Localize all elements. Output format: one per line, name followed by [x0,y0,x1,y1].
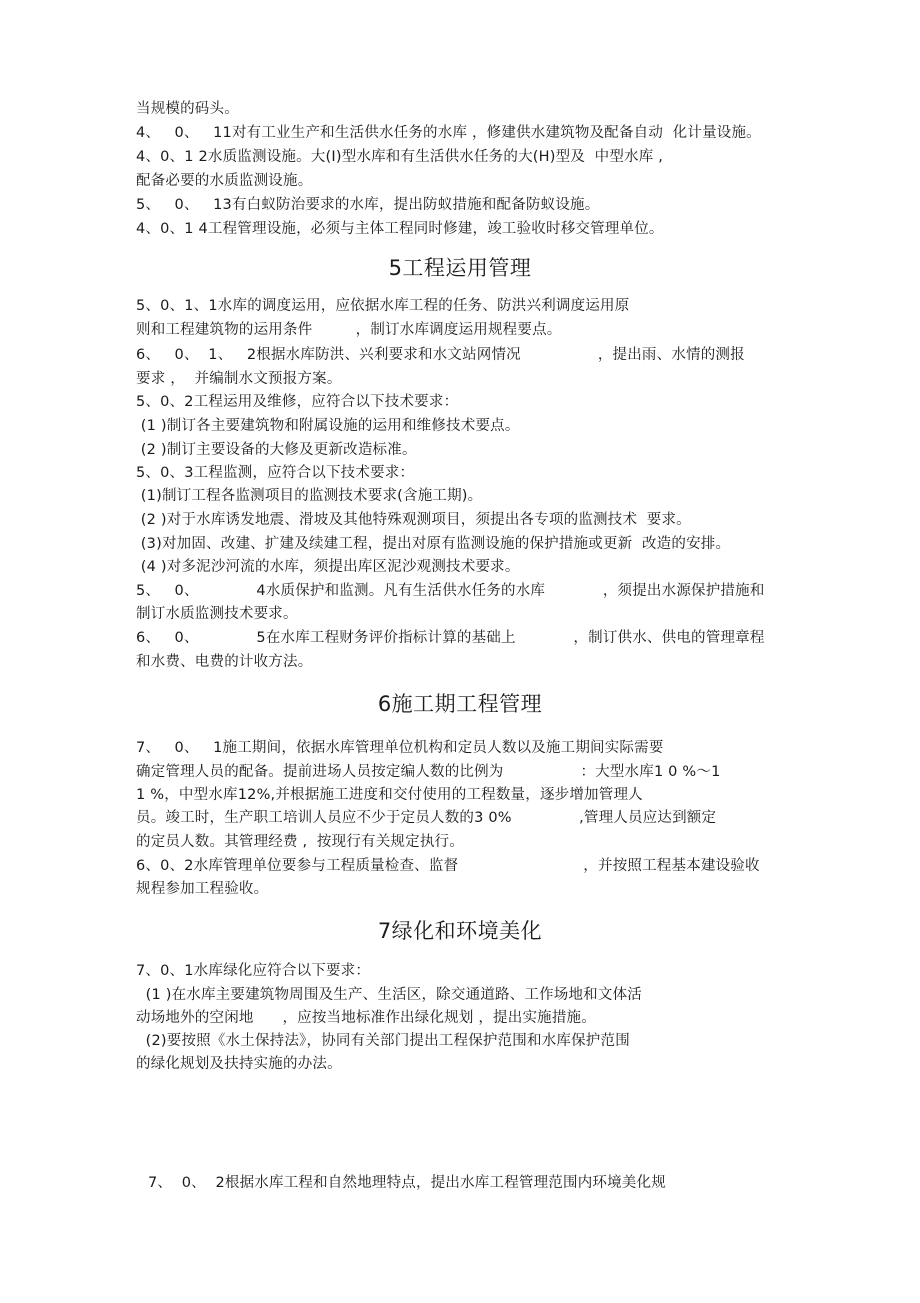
paragraph-line: 员。竣工时，生产职工培训人员应不少于定员人数的3 0% ,管理人员应达到额定 [136,810,717,826]
paragraph-line: (4 )对多泥沙河流的水库，须提出库区泥沙观测技术要求。 [136,559,520,575]
paragraph-line: 动场地外的空闲地 ，应按当地标准作出绿化规划 ，提出实施措施。 [136,1010,596,1026]
paragraph-line: 4、0、1 2水质监测设施。大(I)型水库和有生活供水任务的大(H)型及 中型水库 , [136,149,664,165]
paragraph-line: 5、 0、 4水质保护和监测。凡有生活供水任务的水库 ，须提出水源保护措施和 [136,583,765,599]
paragraph-line: 的绿化规划及扶持实施的办法。 [136,1056,342,1072]
paragraph-line: 确定管理人员的配备。提前进场人员按定编人数的比例为 ：大型水库1 0 %〜1 [136,764,721,780]
paragraph-line: (3)对加固、改建、扩建及续建工程，提出对原有监测设施的保护措施或更新 改造的安排。 [136,536,731,552]
paragraph-line: 5、0、3工程监测，应符合以下技术要求： [136,465,415,481]
paragraph-line: 当规模的码头。 [136,101,239,117]
section-heading-5: 5工程运用管理 [388,256,532,280]
paragraph-line: 要求 ， 并编制水文预报方案。 [136,371,342,387]
paragraph-line: 规程参加工程验收。 [136,881,269,897]
paragraph-line: (1 )在水库主要建筑物周围及生产、生活区，除交通道路、工作场地和文体活 [136,987,642,1003]
paragraph-line: (1 )制订各主要建筑物和附属设施的运用和维修技术要点。 [136,418,520,434]
paragraph-line: (2 )对于水库诱发地震、滑坡及其他特殊观测项目，须提出各专项的监测技术 要求。 [136,512,691,528]
paragraph-line: 6、0、2水库管理单位要参与工程质量检查、监督 ，并按照工程基本建设验收 [136,858,760,874]
section-heading-6: 6施工期工程管理 [377,692,543,716]
paragraph-line: 则和工程建筑物的运用条件 ，制订水库调度运用规程要点。 [136,322,562,338]
paragraph-line: (2)要按照《水土保持法》，协同有关部门提出工程保护范围和水库保护范围 [136,1033,630,1049]
paragraph-line: (2 )制订主要设备的大修及更新改造标准。 [136,442,417,458]
paragraph-line: 5、0、2工程运用及维修，应符合以下技术要求： [136,394,459,410]
paragraph-line: 的定员人数。其管理经费 , 按现行有关规定执行。 [136,834,464,850]
paragraph-line: 制订水质监测技术要求。 [136,606,298,622]
section-heading-7: 7绿化和环境美化 [377,919,543,943]
paragraph-line: 4、 0、 11对有工业生产和生活供水任务的水库 ，修建供水建筑物及配备自动 化计量设施。 [136,125,761,141]
paragraph-line: 7、0、1水库绿化应符合以下要求： [136,963,371,979]
paragraph-line: 1 %，中型水库12%,并根据施工进度和交付使用的工程数量，逐步增加管理人 [136,787,643,803]
paragraph-line: 5、0、1、1水库的调度运用，应依据水库工程的任务、防洪兴利调度运用原 [136,298,630,314]
paragraph-line: 7、 0、 1施工期间，依据水库管理单位机构和定员人数以及施工期间实际需要 [136,740,664,756]
paragraph-line: 6、 0、 5在水库工程财务评价指标计算的基础上 ，制订供水、供电的管理章程 [136,630,765,646]
paragraph-line: 6、 0、 1、 2根据水库防洪、兴利要求和水文站网情况 ，提出雨、水情的测报 [136,347,745,363]
paragraph-line: (1)制订工程各监测项目的监测技术要求(含施工期)。 [136,488,483,504]
paragraph-line: 和水费、电费的计收方法。 [136,654,313,670]
paragraph-line: 配备必要的水质监测设施。 [136,173,313,189]
paragraph-line: 4、0、1 4工程管理设施，必须与主体工程同时修建，竣工验收时移交管理单位。 [136,221,664,237]
paragraph-line: 5、 0、 13有白蚁防治要求的水库，提出防蚁措施和配备防蚁设施。 [136,197,600,213]
paragraph-line: 7、 0、 2根据水库工程和自然地理特点，提出水库工程管理范围内环境美化规 [148,1175,666,1191]
